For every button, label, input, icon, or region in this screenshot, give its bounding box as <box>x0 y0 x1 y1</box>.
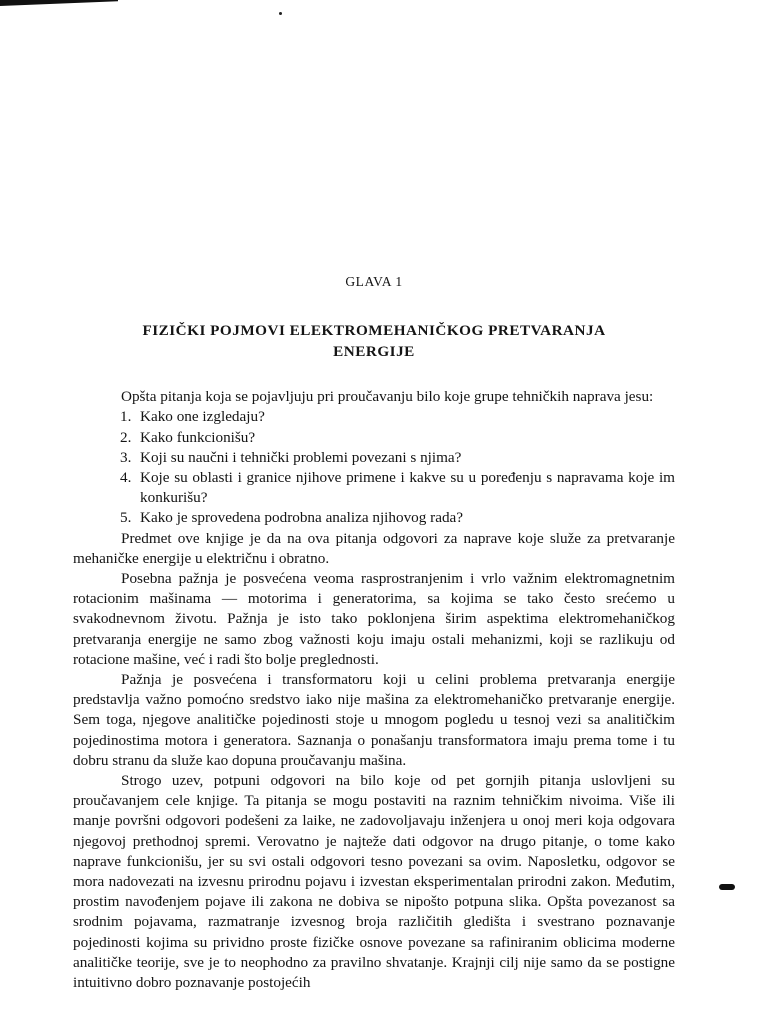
body-paragraph-4: Strogo uzev, potpuni odgovori na bilo koje od pet gornjih pitanja uslovljeni su proučavanjem cele knjige. Ta pitanja se mogu postaviti na raznim tehničkim nivoima. Više ili manje površni odgovori podešeni za laike, ne zadovoljavaju inženjera u onoj meri koja odgovara njegovoj prethodnoj spremi. Verovatno je najteže dati odgovor na drugo pitanje, o tome kako naprave funkcionišu, jer su svi ostali odgovori tesno povezani sa ovim. Naposletku, odgovor se mora nadovezati na izvesnu prirodnu pojavu i izvestan eksperimentalan prirodni zakon. Međutim, prostim navođenjem pojave ili zakona ne dobiva se nipošto potpuna slika. Opšta povezanost sa srodnim pojavama, razmatranje izvesnog broja različitih gledišta i svestrano poznavanje pojedinosti kojima su prividno proste fizičke osnove povezane sa rafiniranim oblicima moderne analitičke teorije, sve je to neophodno za pravilno shvatanje. Krajnji cilj nije samo da se postigne intuitivno dobro poznavanje postojećih <box>73 772 675 992</box>
question-item <box>120 407 675 427</box>
question-text: Koji su naučni i tehnički problemi povezani s njima? <box>140 448 462 466</box>
question-text: Kako je sprovedena podrobna analiza njihovog rada? <box>140 509 464 527</box>
book-page <box>73 268 675 993</box>
question-number: 3. <box>120 448 132 466</box>
question-item <box>120 468 675 508</box>
intro-paragraph: Opšta pitanja koja se pojavljuju pri proučavanju bilo koje grupe tehničkih naprava jesu: <box>121 388 654 406</box>
scan-edge-mark <box>0 0 118 6</box>
body-paragraph-1: Predmet ove knjige je da na ova pitanja odgovori za naprave koje služe za pretvaranje mehaničke energije u električnu i obratno. <box>73 529 675 567</box>
scan-dust <box>279 12 282 15</box>
chapter-title-line-1: FIZIČKI POJMOVI ELEKTROMEHANIČKOG PRETVARANJA <box>142 322 606 340</box>
question-text: Kako one izgledaju? <box>140 408 265 426</box>
chapter-title <box>73 320 675 362</box>
question-number: 2. <box>120 428 132 446</box>
question-item <box>120 428 675 448</box>
body-paragraph-3: Pažnja je posvećena i transformatoru koji u celini problema pretvaranja energije predstavlja važno pomoćno sredstvo iako nije mašina za elektromehaničko pretvaranje energije. Sem toga, njegove analitičke pojedinosti stoje u mnogom pogledu u tesnoj vezi sa analitičkim pojedinostima motora i generatora. Saznanja o ponašanju transformatora imaju prema tome i tu dobru stranu da služe kao dopuna proučavanju mašina. <box>73 671 675 769</box>
question-text: Kako funkcionišu? <box>140 428 256 446</box>
question-item <box>120 448 675 468</box>
question-number: 4. <box>120 469 132 487</box>
question-item <box>120 508 675 528</box>
question-number: 1. <box>120 408 132 426</box>
chapter-label: GLAVA 1 <box>345 274 403 289</box>
question-list <box>73 407 675 528</box>
body-paragraph-2: Posebna pažnja je posvećena veoma rasprostranjenim i vrlo važnim elektromagnetnim rotacionim mašinama — motorima i generatorima, sa kojima se tako često srećemo u svakodnevnom životu. Pažnja je isto tako poklonjena širim aspektima elektromehaničkog pretvaranja energije ne samo zbog važnosti koju imaju ostali mehanizmi, koji se razlikuju od rotacione mašine, već i radi što bolje preglednosti. <box>73 570 675 668</box>
ink-blot <box>719 884 735 890</box>
question-text: Koje su oblasti i granice njihove primene i kakve su u poređenju s napravama koje im konkurišu? <box>140 469 675 507</box>
chapter-title-line-2: ENERGIJE <box>333 343 415 361</box>
question-number: 5. <box>120 509 132 527</box>
